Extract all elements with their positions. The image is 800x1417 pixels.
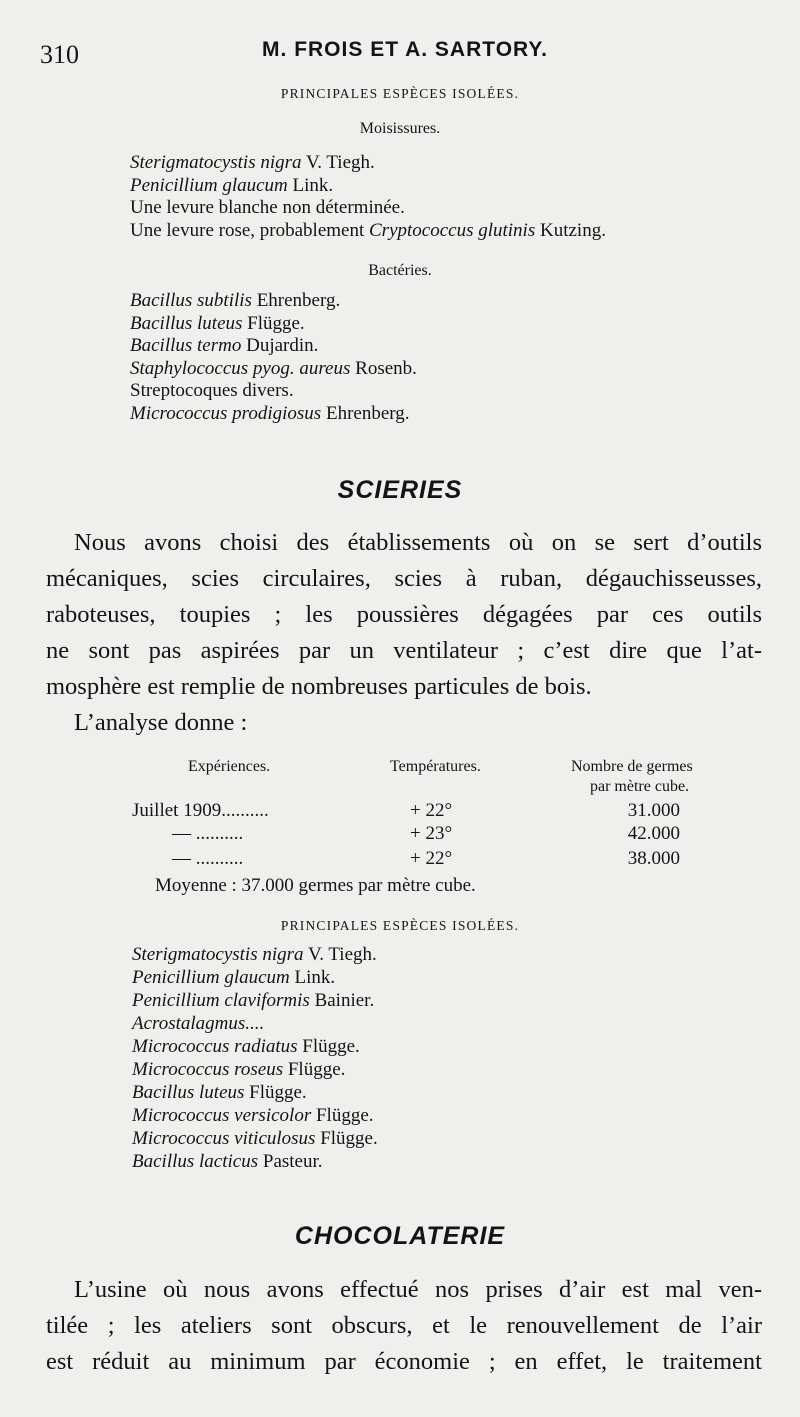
species-author: Flügge. [311,1105,374,1126]
list-item [130,403,417,426]
text-line: mécaniques, scies circulaires, scies à ruban, dégauchisseusses, [46,565,762,592]
list-item [132,966,378,989]
species-author: Une levure rose, probablement [130,219,369,241]
scieries-species-list [132,943,378,1173]
table-average: Moyenne : 37.000 germes par mètre cube. [155,875,476,896]
list-item [130,290,417,313]
table-header-germes: Nombre de germes [571,758,693,775]
species-name: Sterigmatocystis nigra [130,152,302,173]
species-name: Bacillus termo [130,335,242,356]
list-item [132,1150,378,1173]
list-item [130,380,417,403]
species-author: Flügge. [315,1128,378,1149]
species-author: Bainier. [309,990,375,1011]
species-name: Cryptococcus glutinis [369,219,536,241]
section-title-scieries: SCIERIES [337,476,463,504]
species-name: Penicillium glaucum [130,174,288,196]
text-line: tilée ; les ateliers sont obscurs, et le renouvellement de l’air [46,1312,762,1339]
table-header-germes-unit: par mètre cube. [590,778,690,795]
species-name: Penicillium glaucum [132,967,290,988]
species-author: Dujardin. [241,335,319,356]
table-cell-experience: — .......... [172,848,244,869]
species-heading-2: PRINCIPALES ESPÈCES ISOLÉES. [280,918,520,933]
species-author: Rosenb. [350,357,417,379]
table-header-experiences: Expériences. [188,758,271,775]
species-name: Staphylococcus pyog. aureus [130,357,351,379]
table-header-temperatures: Températures. [390,758,481,775]
species-name: Sterigmatocystis nigra [132,944,304,965]
species-name: Micrococcus roseus [132,1059,284,1080]
list-item [130,175,606,198]
table-cell-temperature: + 22° [410,800,453,821]
text-line: L’usine où nous avons effectué nos prises d’air est mal ven- [74,1276,762,1303]
species-name: Bacillus subtilis [130,290,252,311]
species-name: Bacillus luteus [132,1082,245,1103]
species-author: V. Tiegh. [303,944,377,965]
bacteries-heading: Bactéries. [368,262,432,279]
bacteries-list [130,290,417,425]
species-author: Ehrenberg. [251,290,341,311]
running-head: M. FROIS ET A. SARTORY. [262,38,548,61]
list-item [132,1058,378,1081]
table-cell-germes: 42.000 [627,823,680,844]
text-line: est réduit au minimum par économie ; en effet, le traitement [46,1348,762,1375]
species-name: Acrostalagmus.... [132,1013,265,1034]
list-item [132,1035,378,1058]
list-item [132,1127,378,1150]
species-author: Ehrenberg. [321,402,410,424]
table-cell-germes: 38.000 [627,848,680,869]
species-author: Link. [287,174,334,196]
list-item [130,335,417,358]
section-title-chocolaterie: CHOCOLATERIE [294,1222,506,1250]
list-item [130,358,417,381]
table-cell-experience: — .......... [172,823,244,844]
species-name: Micrococcus viticulosus [132,1128,316,1149]
list-item [130,152,606,175]
list-item [132,1081,378,1104]
species-author: Streptocoques divers. [130,380,294,401]
table-cell-experience: Juillet 1909.......... [132,800,269,821]
species-author: Flügge. [297,1036,360,1057]
table-cell-temperature: + 23° [410,823,453,844]
species-author: Flügge. [244,1082,307,1103]
species-name: Micrococcus radiatus [132,1036,298,1057]
species-heading-1: PRINCIPALES ESPÈCES ISOLÉES. [280,86,520,101]
list-item [132,1104,378,1127]
species-author: Link. [289,967,336,988]
text-line: ne sont pas aspirées par un ventilateur ; c’est dire que l’at- [46,637,762,664]
moisissures-list [130,152,606,242]
list-item [130,220,606,243]
species-name: Bacillus luteus [130,312,243,334]
species-author: Une levure blanche non déterminée. [130,197,405,218]
species-name: Penicillium claviformis [132,990,310,1011]
list-item [132,1012,378,1035]
list-item [130,313,417,336]
text-line: raboteuses, toupies ; les poussières dégagées par ces outils [46,601,762,628]
scieries-paragraph [46,525,762,741]
species-name: Micrococcus versicolor [132,1105,312,1126]
species-author: V. Tiegh. [301,152,375,173]
page-number: 310 [40,40,79,69]
list-item [130,197,606,220]
species-name: Micrococcus prodigiosus [130,402,322,424]
moisissures-heading: Moisissures. [359,120,441,137]
species-name: Bacillus lacticus [132,1151,259,1172]
species-author: Flügge. [283,1059,346,1080]
list-item [132,943,378,966]
text-line: mosphère est remplie de nombreuses particules de bois. [46,673,592,700]
list-item [132,989,378,1012]
text-line: Nous avons choisi des établissements où on se sert d’outils [74,529,762,556]
species-author: Pasteur. [258,1151,323,1172]
table-cell-temperature: + 22° [410,848,453,869]
text-line: L’analyse donne : [74,709,248,736]
species-author: Kutzing. [535,219,606,241]
table-cell-germes: 31.000 [627,800,680,821]
chocolaterie-paragraph [46,1272,762,1380]
species-author: Flügge. [242,312,305,334]
